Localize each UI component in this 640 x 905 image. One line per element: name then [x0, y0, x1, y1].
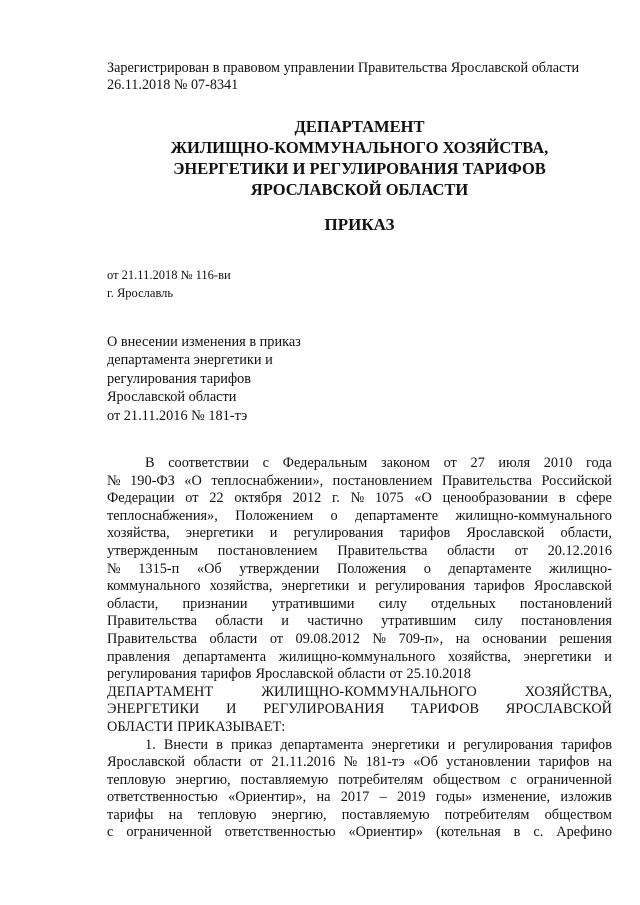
body-word: «Об [196, 560, 222, 577]
body-word: силу [474, 613, 503, 630]
body-word: на [168, 806, 183, 823]
body-line [107, 543, 612, 561]
body-word: № [350, 490, 365, 507]
department-heading-line: ДЕПАРТАМЕНТ [294, 117, 425, 136]
body-word: с. [533, 824, 544, 841]
body-line [107, 596, 612, 614]
body-line [107, 719, 612, 737]
body-line [107, 701, 612, 719]
order-meta [107, 266, 231, 302]
body-word: июля [498, 455, 531, 471]
registration-line: Зарегистрирован в правовом управлении Правительства Ярославской области [107, 60, 580, 76]
body-word: и [281, 613, 289, 630]
body-word: теплоснабжении», [211, 472, 324, 489]
body-word: ответственностью [224, 824, 336, 841]
body-word: утвержденным [107, 542, 199, 559]
body-word: энергетики [371, 736, 440, 753]
body-word: в [558, 490, 566, 507]
body-word: утратившими [271, 595, 355, 612]
body-word: Положением [235, 507, 314, 524]
body-word: 09.08.2012 [295, 630, 360, 647]
body-word: постановлений [519, 595, 612, 612]
body-word: года [586, 455, 612, 471]
body-word: постановлением [332, 472, 433, 489]
body-word: жилищно-коммунального [278, 648, 436, 665]
body-word: 2017 [340, 789, 370, 806]
body-word: постановлением [217, 542, 318, 559]
body-word: жилищно- [549, 560, 612, 577]
body-line [107, 649, 612, 667]
body-word: утратившим [381, 613, 457, 630]
body-word: 1075 [375, 490, 404, 507]
subject-line: от 21.11.2016 № 181-тэ [107, 407, 248, 424]
body-word: 25.10.2018 [406, 666, 471, 683]
body-word: и [358, 578, 367, 595]
body-word: частично [307, 613, 363, 630]
body-word: «Ориентир» [348, 824, 423, 841]
body-line [107, 737, 612, 755]
body-word: Ярославской [533, 578, 612, 595]
body-word: тепловую [197, 806, 257, 823]
body-word: 709-п», [398, 630, 444, 647]
body-word: Правительства [107, 630, 197, 647]
body-word: ПРИКАЗЫВАЕТ: [177, 718, 286, 735]
body-word: ТАРИФОВ [411, 701, 479, 718]
body-line [107, 789, 612, 807]
body-word: регулирования [107, 666, 197, 683]
body-word: области [447, 542, 495, 559]
body-word: энергетики [281, 578, 350, 595]
body-word: – [379, 789, 387, 806]
body-word: теплоснабжения», [107, 507, 218, 524]
body-word: 20.12.2016 [547, 542, 612, 559]
body-word: на [597, 754, 612, 771]
body-word: от [389, 666, 403, 683]
body-word: решения [559, 630, 612, 647]
subject-line: регулирования тарифов [107, 370, 252, 387]
body-word: ДЕПАРТАМЕНТ [107, 683, 214, 700]
body-word: годы» [435, 789, 473, 806]
order-body [107, 455, 612, 842]
body-word: ЯРОСЛАВСКОЙ [505, 701, 612, 718]
body-word: от [249, 754, 263, 771]
body-word: правления [107, 648, 171, 665]
body-word: приказ [231, 736, 273, 753]
order-date-number: от 21.11.2018 № 116-ви [107, 268, 231, 282]
body-word: 21.11.2016 [271, 754, 336, 771]
body-word: от [514, 542, 528, 559]
subject-line: Ярославской области [107, 389, 237, 406]
body-word: энергетики [185, 525, 254, 542]
body-word: 22 [209, 490, 224, 507]
department-heading-line: ЖИЛИЩНО-КОММУНАЛЬНОГО ХОЗЯЙСТВА, [170, 138, 549, 157]
body-line [107, 754, 612, 772]
body-word: Внести [163, 736, 208, 753]
body-word: ЖИЛИЩНО-КОММУНАЛЬНОГО [261, 683, 477, 700]
body-word: 27 [470, 455, 485, 471]
body-word: тепловую [107, 771, 166, 788]
body-line [107, 455, 612, 473]
body-word: г. [332, 490, 340, 507]
body-line [107, 684, 612, 702]
body-word: департаменте [355, 507, 439, 524]
body-word: обществом [544, 806, 612, 823]
body-line [107, 473, 612, 491]
department-heading [107, 116, 612, 200]
body-word: РЕГУЛИРОВАНИЯ [263, 701, 385, 718]
body-word: № [107, 560, 121, 577]
body-line [107, 525, 612, 543]
body-word: департамента [280, 736, 364, 753]
body-word: «Ориентир», [228, 789, 307, 806]
body-word: постановления [520, 613, 612, 630]
body-word: № [107, 472, 121, 489]
body-word: Федеральным [282, 455, 368, 471]
body-word: коммунального [107, 578, 201, 595]
body-word: ответственностью [107, 789, 218, 806]
body-word: потребителям [338, 771, 424, 788]
body-word: 1. [145, 736, 156, 753]
body-word: утверждении [239, 560, 320, 577]
body-word: области [209, 630, 258, 647]
body-line [107, 613, 612, 631]
body-word: сфере [576, 490, 612, 507]
body-word: департамента [182, 648, 267, 665]
body-word: (котельная [435, 824, 501, 841]
body-word: Ярославской [255, 666, 334, 683]
body-word: отдельных [431, 595, 496, 612]
body-word: изменение, [482, 789, 551, 806]
body-word: тарифов [561, 736, 612, 753]
body-word: и [447, 736, 456, 753]
body-word: Арефино [556, 824, 612, 841]
body-word: о [423, 560, 431, 577]
body-word: потребителям [444, 806, 530, 823]
body-line [107, 578, 612, 596]
body-word: тарифов [399, 525, 451, 542]
body-word: регулирования [293, 525, 384, 542]
body-word: хозяйства, [107, 525, 170, 542]
body-word: «О [414, 490, 432, 507]
body-word: жилищно-коммунального [455, 507, 612, 524]
body-word: на [316, 789, 331, 806]
body-word: ценообразовании [442, 490, 548, 507]
body-word: октября [234, 490, 282, 507]
body-word: и [604, 648, 612, 665]
body-word: ОБЛАСТИ [107, 718, 174, 735]
body-word: признании [182, 595, 248, 612]
order-title: ПРИКАЗ [324, 215, 395, 234]
body-word: энергию, [175, 771, 231, 788]
body-line [107, 666, 612, 684]
body-word: с [510, 771, 517, 788]
body-word: поставляемую [240, 771, 329, 788]
body-word: «Об [413, 754, 438, 771]
body-word: силу [378, 595, 407, 612]
body-word: 2012 [292, 490, 322, 507]
body-word: ограниченной [126, 824, 212, 841]
body-word: области [337, 666, 386, 683]
body-word: тарифы [107, 806, 154, 823]
body-word: области, [107, 595, 159, 612]
body-line [107, 561, 612, 579]
body-line [107, 824, 612, 842]
body-word: регулирования [463, 736, 554, 753]
body-word: департаменте [448, 560, 532, 577]
body-word: энергетики [523, 648, 592, 665]
body-word: И [226, 701, 237, 718]
body-word: в [513, 824, 521, 841]
body-word: с [107, 824, 114, 841]
body-word: энергию, [271, 806, 327, 823]
body-line [107, 508, 612, 526]
registration-note [107, 60, 607, 94]
body-word: тарифов [200, 666, 252, 683]
department-heading-line: ЯРОСЛАВСКОЙ ОБЛАСТИ [250, 180, 469, 199]
body-word: с [262, 455, 270, 471]
body-word: ограниченной [526, 771, 612, 788]
registration-number: 26.11.2018 № 07-8341 [107, 77, 239, 93]
body-word: Ярославской [107, 754, 186, 771]
body-word: установлении [446, 754, 531, 771]
body-word: поставляемую [341, 806, 430, 823]
body-word: на [455, 630, 470, 647]
body-word: Ярославской [466, 525, 545, 542]
department-heading-line: ЭНЕРГЕТИКИ И РЕГУЛИРОВАНИЯ ТАРИФОВ [173, 159, 546, 178]
order-city: г. Ярославль [107, 286, 174, 300]
body-word: от [443, 455, 457, 471]
body-word: и [269, 525, 278, 542]
body-word: Правительства [337, 542, 428, 559]
body-word: Положения [336, 560, 407, 577]
body-line [107, 631, 612, 649]
body-word: основании [482, 630, 547, 647]
body-word: ЭНЕРГЕТИКИ [107, 701, 200, 718]
body-word: от [185, 490, 199, 507]
body-word: хозяйства, [448, 648, 511, 665]
body-word: Правительства [441, 472, 532, 489]
body-line [107, 772, 612, 790]
body-word: Российской [541, 472, 612, 489]
body-word: области [215, 613, 264, 630]
body-word: о [330, 507, 338, 524]
body-word: законом [380, 455, 430, 471]
body-word: В [145, 455, 155, 471]
body-word: 181-тэ [365, 754, 405, 771]
body-word: обществом [432, 771, 501, 788]
body-word: Правительства [107, 613, 197, 630]
body-word: изложив [560, 789, 612, 806]
body-word: области [193, 754, 242, 771]
body-word: № [343, 754, 358, 771]
body-word: 1315-п [138, 560, 180, 577]
body-word: 190-ФЗ [130, 472, 175, 489]
body-word: регулирования [375, 578, 465, 595]
body-word: Федерации [107, 490, 175, 507]
body-word: 2019 [396, 789, 426, 806]
body-word: 2010 [543, 455, 573, 471]
body-word: в [216, 736, 223, 753]
body-word: № [372, 630, 387, 647]
order-subject [107, 333, 301, 425]
subject-line: департамента энергетики и [107, 352, 273, 369]
body-word: тарифов [474, 578, 525, 595]
subject-line: О внесении изменения в приказ [107, 334, 301, 350]
body-word: области, [560, 525, 612, 542]
body-word: хозяйства, [209, 578, 273, 595]
body-line [107, 807, 612, 825]
body-word: «О [184, 472, 202, 489]
body-word: тарифов [538, 754, 590, 771]
body-word: ХОЗЯЙСТВА, [524, 683, 612, 700]
body-word: от [269, 630, 284, 647]
body-line [107, 490, 612, 508]
body-word: соответствии [168, 455, 249, 471]
